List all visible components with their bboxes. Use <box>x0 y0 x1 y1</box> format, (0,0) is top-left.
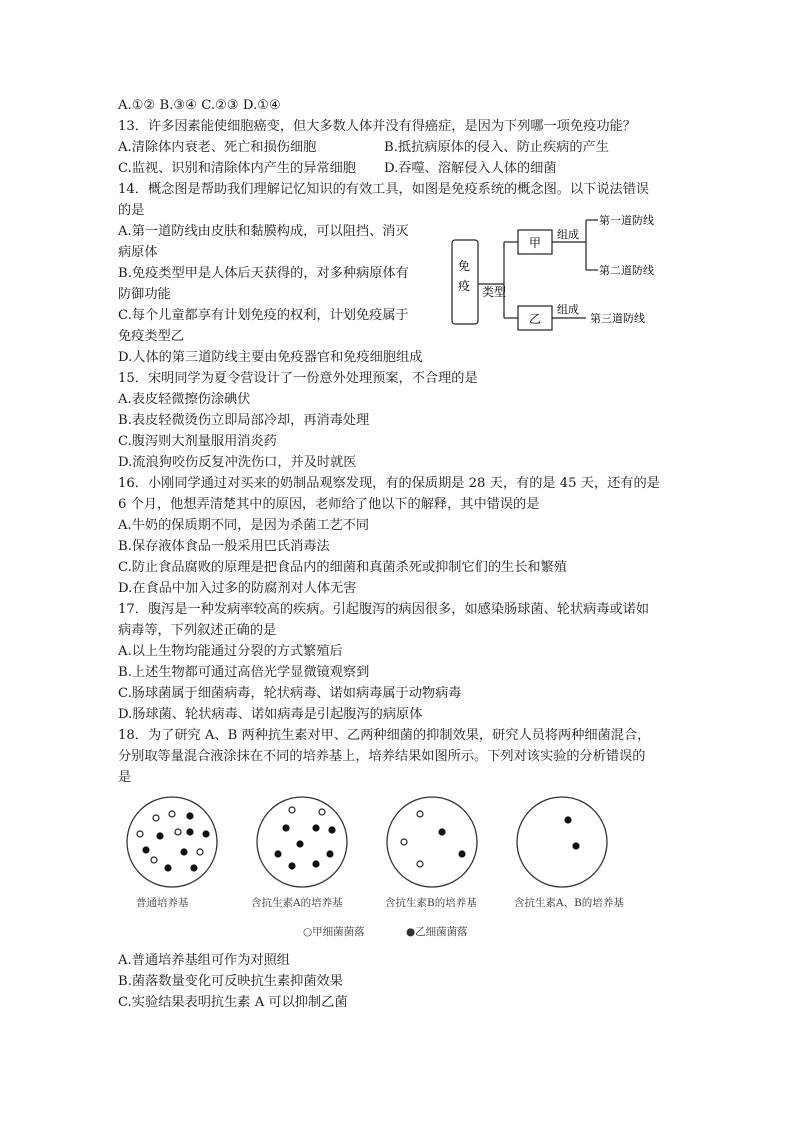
diagram-compose-label-1: 组成 <box>557 228 579 241</box>
q14-stem-line1: 14．概念图是帮助我们理解记忆知识的有效工具，如图是免疫系统的概念图。以下说法错误 <box>118 182 650 197</box>
diagram-root-char1: 免 <box>458 259 471 273</box>
colony-jia <box>289 807 295 813</box>
diagram-type-label: 类型 <box>482 285 507 299</box>
colony-yi <box>202 830 209 837</box>
q15-option-c: C.腹泻则大剂量服用消炎药 <box>118 434 277 449</box>
plate-antibiotic-b <box>387 797 477 887</box>
q18-stem-line2: 分别取等量混合液涂抹在不同的培养基上，培养结果如图所示。下列对该实验的分析错误的 <box>118 749 646 764</box>
legend-jia: ○甲细菌菌落 <box>303 926 365 938</box>
plate-caption-1: 普通培养基 <box>136 897 189 909</box>
diagram-root-char2: 疫 <box>458 279 471 293</box>
colony-yi <box>190 864 197 871</box>
immune-concept-diagram <box>448 212 678 334</box>
diagram-jia-label: 甲 <box>529 236 542 250</box>
colony-jia <box>197 849 203 855</box>
colony-yi <box>288 862 295 869</box>
colony-yi <box>328 826 335 833</box>
q15-stem: 15．宋明同学为夏令营设计了一份意外处理预案，不合理的是 <box>118 371 478 386</box>
plate-caption-4: 含抗生素A、B的培养基 <box>514 897 624 909</box>
q17-option-c: C.肠球菌属于细菌病毒，轮状病毒、诺如病毒属于动物病毒 <box>118 686 462 701</box>
q17-option-a: A.以上生物均能通过分裂的方式繁殖后 <box>118 644 343 659</box>
q14-option-a-line1: A.第一道防线由皮肤和黏膜构成，可以阻挡、消灭 <box>118 224 409 239</box>
q15-option-a: A.表皮轻微擦伤涂碘伏 <box>118 392 251 407</box>
colony-jia <box>153 815 159 821</box>
legend-yi: ●乙细菌菌落 <box>406 926 468 938</box>
diagram-compose-label-2: 组成 <box>557 303 579 316</box>
q16-option-d: D.在食品中加入过多的防腐剂对人体无害 <box>118 581 357 596</box>
diagram-second-line: 第二道防线 <box>599 264 654 277</box>
colony-jia <box>417 861 423 867</box>
q13-option-d: D.吞噬、溶解侵入人体的细菌 <box>384 161 557 176</box>
q13-option-a: A.清除体内衰老、死亡和损伤细胞 <box>118 140 317 155</box>
plate-ordinary <box>127 797 217 887</box>
q14-option-b-line1: B.免疫类型甲是人体后天获得的，对多种病原体有 <box>118 266 409 281</box>
q17-stem-line1: 17．腹泻是一种发病率较高的疾病。引起腹泻的病因很多，如感染肠球菌、轮状病毒或诺如 <box>118 602 650 617</box>
q12-options: A.①② B.③④ C.②③ D.①④ <box>118 98 281 113</box>
colony-yi <box>274 850 281 857</box>
q18-stem-line1: 18．为了研究 A、B 两种抗生素对甲、乙两种细菌的抑制效果，研究人员将两种细菌混合， <box>118 728 651 743</box>
colony-yi <box>186 828 193 835</box>
q14-option-c-line2: 免疫类型乙 <box>118 329 184 344</box>
plate-antibiotic-ab <box>517 797 607 887</box>
q14-option-d: D.人体的第三道防线主要由免疫器官和免疫细胞组成 <box>118 350 423 365</box>
q16-option-b: B.保存液体食品一般采用巴氏消毒法 <box>118 539 330 554</box>
q18-option-b: B.菌落数量变化可反映抗生素抑菌效果 <box>118 974 343 989</box>
q14-option-b-line2: 防御功能 <box>118 287 171 302</box>
q16-option-a: A.牛奶的保质期不同，是因为杀菌工艺不同 <box>118 518 370 533</box>
q18-stem-line3: 是 <box>118 770 132 785</box>
q15-option-d: D.流浪狗咬伤反复冲洗伤口，并及时就医 <box>118 455 357 470</box>
colony-yi <box>572 842 579 849</box>
q18-option-a: A.普通培养基组可作为对照组 <box>118 953 290 968</box>
q16-stem-line1: 16．小刚同学通过对买来的奶制品观察发现，有的保质期是 28 天，有的是 45 天，还有的是 <box>118 476 660 491</box>
colony-jia <box>417 811 423 817</box>
plate-caption-2: 含抗生素A的培养基 <box>251 897 343 909</box>
diagram-third-line: 第三道防线 <box>590 312 645 325</box>
petri-dish-figure <box>120 792 660 902</box>
colony-yi <box>458 850 465 857</box>
colony-yi <box>312 860 319 867</box>
q17-option-b: B.上述生物都可通过高倍光学显微镜观察到 <box>118 665 370 680</box>
q14-stem-line2: 的是 <box>118 203 145 218</box>
colony-jia <box>401 839 407 845</box>
colony-yi <box>164 864 171 871</box>
colony-jia <box>151 857 157 863</box>
colony-yi <box>296 840 303 847</box>
diagram-yi-label: 乙 <box>529 312 542 326</box>
colony-yi <box>312 824 319 831</box>
colony-jia <box>175 829 181 835</box>
q18-option-c: C.实验结果表明抗生素 A 可以抑制乙菌 <box>118 995 348 1010</box>
q16-stem-line2: 6 个月，他想弄清楚其中的原因，老师给了他以下的解释，其中错误的是 <box>118 497 540 512</box>
colony-yi <box>564 816 571 823</box>
colony-yi <box>156 832 163 839</box>
q14-option-a-line2: 病原体 <box>118 245 158 260</box>
colony-yi <box>438 828 445 835</box>
q17-stem-line2: 病毒等，下列叙述正确的是 <box>118 623 277 638</box>
plate-caption-3: 含抗生素B的培养基 <box>385 897 477 909</box>
q13-option-b: B.抵抗病原体的侵入、防止疾病的产生 <box>384 140 609 155</box>
colony-jia <box>319 809 325 815</box>
plate-antibiotic-a <box>257 797 347 887</box>
q13-stem: 13．许多因素能使细胞癌变，但大多数人体并没有得癌症，是因为下列哪一项免疫功能？ <box>118 119 636 134</box>
colony-jia <box>169 811 175 817</box>
diagram-first-line: 第一道防线 <box>599 214 654 227</box>
q16-option-c: C.防止食品腐败的原理是把食品内的细菌和真菌杀死或抑制它们的生长和繁殖 <box>118 560 567 575</box>
colony-yi <box>180 848 187 855</box>
colony-jia <box>137 831 143 837</box>
q13-option-c: C.监视、识别和清除体内产生的异常细胞 <box>118 161 356 176</box>
q15-option-b: B.表皮轻微烫伤立即局部冷却，再消毒处理 <box>118 413 370 428</box>
colony-yi <box>282 824 289 831</box>
colony-yi <box>142 846 149 853</box>
q17-option-d: D.肠球菌、轮状病毒、诺如病毒是引起腹泻的病原体 <box>118 707 423 722</box>
q14-option-c-line1: C.每个儿童都享有计划免疫的权利，计划免疫属于 <box>118 308 409 323</box>
colony-yi <box>326 850 333 857</box>
colony-yi <box>186 812 193 819</box>
